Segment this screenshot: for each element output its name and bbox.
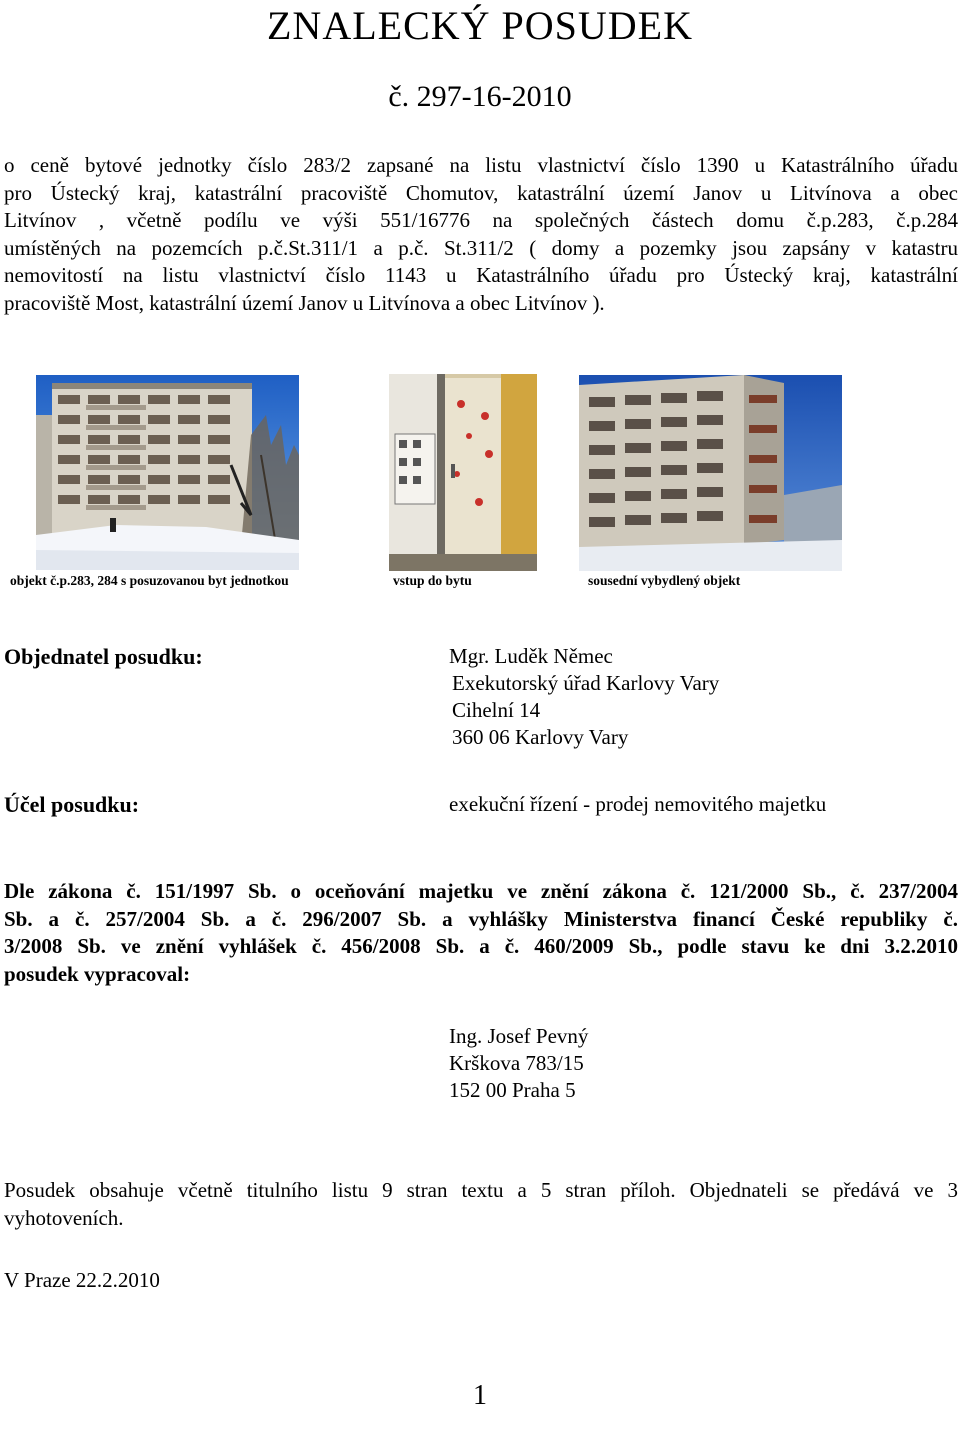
- neighbouring-building-photo: [579, 375, 842, 571]
- copies-note-line: Posudek obsahuje včetně titulního listu 9 stran textu a 5 stran příloh. Objednateli se předává ve 3: [4, 1178, 958, 1202]
- copies-note: [4, 1177, 958, 1232]
- legal-basis-line: Sb. a č. 257/2004 Sb. a č. 296/2007 Sb. a vyhlášky Ministerstva financí České republiky č.: [4, 906, 958, 931]
- building-photo: [36, 375, 299, 570]
- intro-line: umístěných na pozemcích p.č.St.311/1 a p.č. St.311/2 ( domy a pozemky jsou zapsány v katastru: [4, 235, 958, 260]
- photo-caption-entrance: vstup do bytu: [393, 573, 472, 588]
- intro-paragraph: [4, 152, 958, 317]
- client-street: Cihelní 14: [452, 698, 541, 722]
- author-city: 152 00 Praha 5: [449, 1078, 576, 1102]
- legal-basis-line: Dle zákona č. 151/1997 Sb. o oceňování majetku ve znění zákona č. 121/2000 Sb., č. 237/2004: [4, 879, 958, 903]
- purpose-value: exekuční řízení - prodej nemovitého majetku: [449, 792, 827, 816]
- client-name: Mgr. Luděk Němec: [449, 644, 613, 668]
- client-office: Exekutorský úřad Karlovy Vary: [452, 671, 720, 695]
- photo-caption-neighbour: sousední vybydlený objekt: [588, 573, 741, 588]
- intro-line: o ceně bytové jednotky číslo 283/2 zapsané na listu vlastnictví číslo 1390 u Katastrálního úřadu: [4, 153, 958, 177]
- client-label: Objednatel posudku:: [4, 644, 203, 669]
- author-name: Ing. Josef Pevný: [449, 1024, 589, 1048]
- document-title: ZNALECKÝ POSUDEK: [267, 3, 693, 48]
- legal-basis-paragraph: [4, 878, 958, 988]
- entrance-door-photo: [389, 374, 537, 571]
- copies-note-line: vyhotoveních.: [4, 1205, 124, 1230]
- intro-line: nemovitostí na listu vlastnictví číslo 1143 u Katastrálního úřadu pro Ústecký kraj, katastrální: [4, 263, 958, 287]
- client-city: 360 06 Karlovy Vary: [452, 725, 629, 749]
- legal-basis-line: 3/2008 Sb. ve znění vyhlášek č. 456/2008 Sb. a č. 460/2009 Sb., podle stavu ke dni 3.2.2010: [4, 934, 958, 958]
- page-number: 1: [473, 1380, 487, 1411]
- legal-basis-line: posudek vypracoval:: [4, 961, 191, 986]
- intro-line: Litvínov , včetně podílu ve výši 551/16776 na společných částech domu č.p.283, č.p.284: [4, 208, 958, 232]
- intro-line: pro Ústecký kraj, katastrální pracoviště Chomutov, katastrální území Janov u Litvínova a obec: [4, 180, 958, 205]
- author-street: Krškova 783/15: [449, 1051, 584, 1075]
- photo-caption-building: objekt č.p.283, 284 s posuzovanou byt jednotkou: [10, 573, 289, 588]
- date-place: V Praze 22.2.2010: [4, 1268, 160, 1292]
- purpose-label: Účel posudku:: [4, 792, 140, 817]
- intro-line: pracoviště Most, katastrální území Janov u Litvínova a obec Litvínov ).: [4, 290, 605, 315]
- document-number: č. 297-16-2010: [388, 80, 572, 113]
